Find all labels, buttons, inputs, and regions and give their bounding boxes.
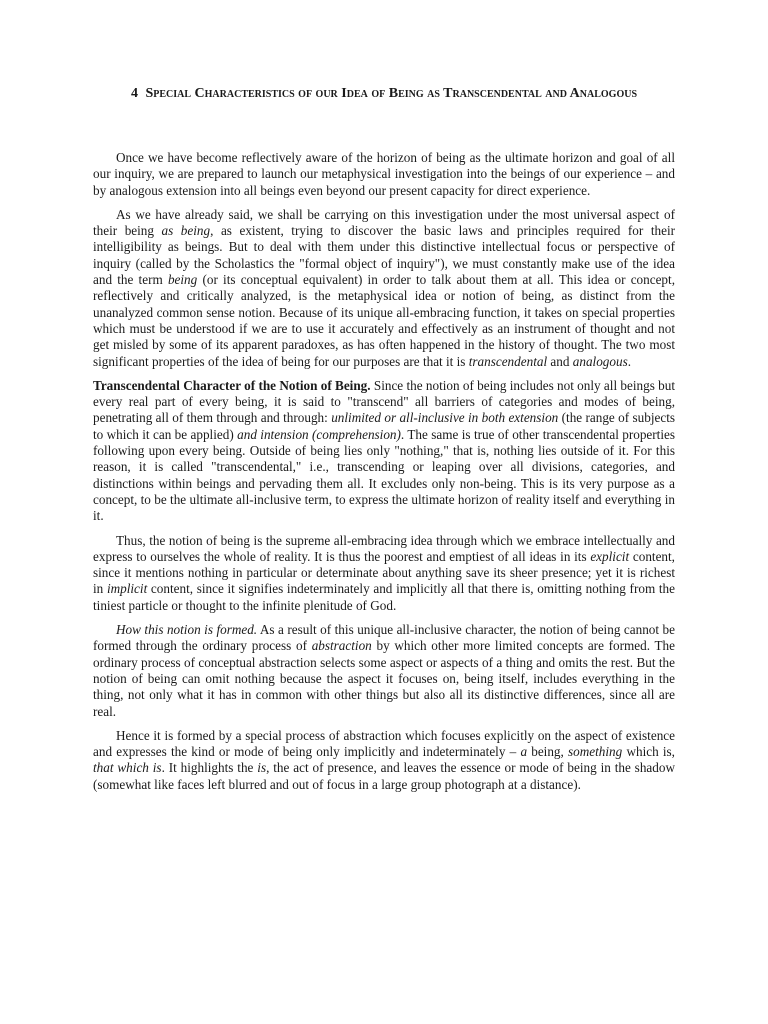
emphasis-text: How this notion is formed. — [116, 622, 258, 638]
emphasis-text: explicit — [590, 548, 630, 564]
paragraph-text: by which other more limited concepts are formed. The ordinary process of conceptual abstraction selects some aspect or aspects of a thing and omits the rest. But the notion of being can omit nothing because the aspect it focuses on, being itself, includes everything in the thing, not only what it has in common with other things but also all its distinctive differences, since all are real. — [93, 638, 675, 719]
document-page — [93, 86, 675, 801]
section-title — [103, 86, 665, 102]
paragraph — [93, 150, 675, 199]
paragraph-text: . The same is true of other transcendental properties following upon every being. Outside of being lies only "nothing," that is, nothing lies outside of it. For this reason, it is called "transcendental," i.e., transcending or leaping over all divisions, categories, and distinctions within beings and pervading them all. It excludes only non-being. This is its very purpose as a concept, to be the ultimate all-inclusive term, to express the ultimate horizon of reality itself and everything in it. — [93, 426, 675, 524]
body-text — [93, 150, 675, 793]
emphasis-text: and intension (comprehension) — [237, 426, 401, 442]
section-number: 4 — [130, 86, 138, 101]
paragraph-text: content, since it mentions nothing in particular or determinate about anything save its sheer presence; yet it is richest in — [93, 548, 675, 597]
emphasis-text: something — [568, 744, 623, 760]
paragraph-text: , the act of presence, and leaves the essence or mode of being in the shadow (somewhat like faces left blurred and out of focus in a large group photograph at a distance). — [93, 760, 675, 792]
paragraph-text: which is, — [622, 744, 675, 760]
paragraph — [93, 533, 675, 614]
emphasis-text: abstraction — [311, 638, 372, 654]
emphasis-text: being — [167, 272, 198, 288]
emphasis-text: unlimited or all-inclusive in both extension — [331, 410, 559, 426]
paragraph — [93, 622, 675, 720]
paragraph — [93, 207, 675, 370]
emphasis-text: implicit — [106, 581, 148, 597]
paragraph-text: (or its conceptual equivalent) in order to talk about them at all. This idea or concept, reflectively and critically analyzed, is the metaphysical idea or notion of being, as distinct from the unanalyzed common sense notion. Because of its unique all-embracing function, it takes on special properties which must be understood if we are to use it accurately and effectively as an instrument of thought and not get misled by some of its apparent paradoxes, as has often happened in the history of thought. The two most significant properties of the idea of being for our purposes are that it is — [93, 272, 675, 369]
emphasis-text: a — [520, 744, 528, 760]
emphasis-text: analogous — [572, 353, 628, 369]
paragraph-text: As we have already said, we shall be carrying on this investigation under the most universal aspect of their being — [93, 206, 675, 239]
paragraph-text: and — [547, 353, 573, 369]
section-title-text: Special Characteristics of our Idea of Being as Transcendental and Analogous — [145, 86, 638, 101]
paragraph-text: Once we have become reflectively aware of the horizon of being as the ultimate horizon and goal of all our inquiry, we are prepared to launch our metaphysical investigation into the beings of our experience – and by analogous extension into all beings even beyond our present capacity for direct experience. — [93, 150, 675, 198]
emphasis-text: that which is — [93, 760, 162, 776]
paragraph-text: Hence it is formed by a special process of abstraction which focuses explicitly on the aspect of existence and expresses the kind or mode of being only implicitly and indeterminately – — [93, 727, 675, 760]
paragraph — [93, 728, 675, 793]
paragraph-text: As a result of this unique all-inclusive character, the notion of being cannot be formed through the ordinary process of — [93, 622, 676, 654]
paragraph-text: . It highlights the — [161, 760, 258, 776]
paragraph-text: being, — [527, 744, 569, 760]
emphasis-text: is — [257, 760, 267, 776]
paragraph-text: Since the notion of being includes not only all beings but every real part of every being, it is said to "transcend" all barriers of categories and modes of being, penetrating all of them through and through: — [93, 377, 675, 426]
paragraph-text: . — [627, 353, 632, 369]
emphasis-text: as being — [161, 223, 211, 239]
emphasis-text: transcendental — [468, 353, 548, 369]
run-in-heading: Transcendental Character of the Notion of Being. — [93, 377, 371, 393]
paragraph-text: content, since it signifies indeterminately and implicitly all that there is, omitting nothing from the tiniest particle or thought to the infinite plenitude of God. — [93, 581, 675, 613]
paragraph-text: (the range of subjects to which it can be applied) — [93, 410, 675, 442]
paragraph — [93, 378, 675, 525]
paragraph-text: Thus, the notion of being is the supreme all-embracing idea through which we embrace intellectually and express to ourselves the whole of reality. It is thus the poorest and emptiest of all ideas in its — [93, 532, 675, 564]
paragraph-text: , as existent, trying to discover the basic laws and principles required for their intelligibility as beings. But to deal with them under this distinctive intellectual focus or perspective of inquiry (called by the Scholastics the "formal object of inquiry"), we must constantly make use of the idea and the term — [93, 223, 675, 288]
